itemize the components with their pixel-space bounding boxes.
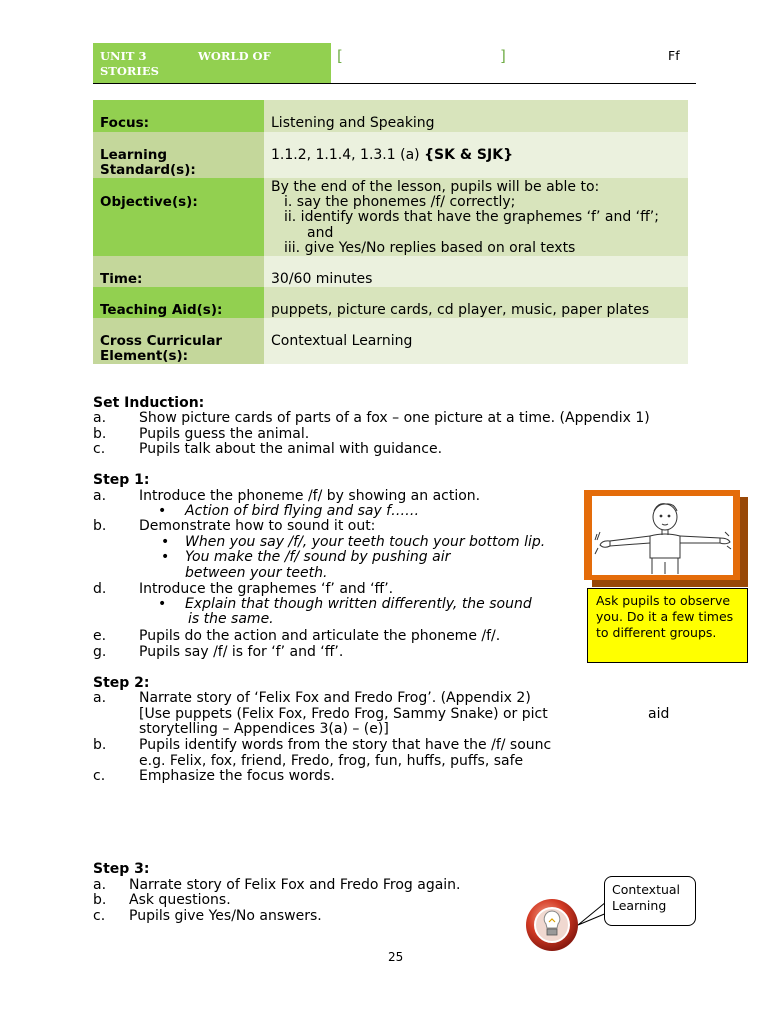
cross-curricular-label-2: Element(s): bbox=[100, 348, 189, 364]
step2-marker-b: b. bbox=[93, 737, 107, 753]
lightbulb-icon bbox=[525, 898, 579, 952]
unit-title-line-2: STORIES bbox=[100, 64, 159, 78]
step2-item-b: Pupils identify words from the story that have the /f/ sounc bbox=[139, 738, 552, 753]
set-induction-item-b: Pupils guess the animal. bbox=[139, 426, 310, 442]
step1-item-a: Introduce the phoneme /f/ by showing an action. bbox=[139, 488, 481, 504]
page-number: 25 bbox=[388, 950, 404, 964]
step1-marker-d: d. bbox=[93, 581, 107, 597]
step1-a-bullet-1: Action of bird flying and say f…… bbox=[185, 503, 420, 519]
row-cross-curricular bbox=[93, 318, 688, 364]
learning-standard-value: 1.1.2, 1.1.4, 1.3.1 (a) {SK & SJK} bbox=[271, 147, 514, 163]
phoneme-code: Ff bbox=[668, 48, 680, 63]
focus-label: Focus: bbox=[100, 115, 149, 131]
set-induction-marker-c: c. bbox=[93, 441, 106, 457]
step3-item-b: Ask questions. bbox=[129, 892, 231, 908]
set-induction-heading: Set Induction: bbox=[93, 395, 205, 411]
set-induction-marker-a: a. bbox=[93, 410, 107, 426]
callout-text: Contextual Learning bbox=[612, 882, 681, 913]
step1-marker-b: b. bbox=[93, 518, 107, 534]
row-learning-standard bbox=[93, 132, 688, 178]
set-induction-item-c: Pupils talk about the animal with guidance. bbox=[139, 441, 443, 457]
bracket-left: [ bbox=[337, 47, 343, 65]
step2-item-a: Narrate story of ‘Felix Fox and Fredo Frog’. (Appendix 2) bbox=[139, 690, 531, 706]
unit-label: UNIT 3 bbox=[100, 49, 147, 63]
step2-marker-c: c. bbox=[93, 768, 106, 784]
step1-d-bullet-1-cont: is the same. bbox=[188, 611, 274, 627]
objective-item-2-cont: and bbox=[307, 225, 334, 241]
step2-item-a-line-3: storytelling – Appendices 3(a) – (e)] bbox=[139, 721, 389, 737]
set-induction-item-a: Show picture cards of parts of a fox – one picture at a time. (Appendix 1) bbox=[139, 410, 650, 426]
time-value: 30/60 minutes bbox=[271, 271, 373, 287]
step3-item-a: Narrate story of Felix Fox and Fredo Frog again. bbox=[129, 877, 461, 893]
bullet-icon: • bbox=[158, 503, 167, 519]
step1-item-d: Introduce the graphemes ‘f’ and ‘ff’. bbox=[139, 581, 394, 597]
learning-standard-label-2: Standard(s): bbox=[100, 162, 196, 178]
step2-heading: Step 2: bbox=[93, 675, 150, 691]
step2-item-b-examples: e.g. Felix, fox, friend, Fredo, frog, fun, huffs, puffs, safe bbox=[139, 754, 524, 769]
time-label: Time: bbox=[100, 271, 143, 287]
step3-heading: Step 3: bbox=[93, 861, 150, 877]
objectives-label: Objective(s): bbox=[100, 194, 198, 210]
step1-item-g: Pupils say /f/ is for ‘f’ and ‘ff’. bbox=[139, 644, 344, 660]
step1-item-e: Pupils do the action and articulate the phoneme /f/. bbox=[139, 628, 501, 644]
step1-heading: Step 1: bbox=[93, 472, 150, 488]
cross-curricular-value: Contextual Learning bbox=[271, 333, 413, 349]
objective-item-2: ii. identify words that have the graphemes ‘f’ and ‘ff’; bbox=[284, 209, 659, 225]
step2-item-a-line-2-tail: aid bbox=[648, 706, 670, 722]
bullet-icon: • bbox=[161, 549, 170, 565]
step2-item-a-line-2: [Use puppets (Felix Fox, Fredo Frog, Sammy Snake) or pict bbox=[139, 707, 548, 722]
step1-item-b: Demonstrate how to sound it out: bbox=[139, 518, 376, 534]
set-induction-marker-b: b. bbox=[93, 426, 107, 442]
teaching-aids-label: Teaching Aid(s): bbox=[100, 302, 223, 318]
teaching-aids-value: puppets, picture cards, cd player, music, paper plates bbox=[271, 302, 650, 318]
step1-b-bullet-2-cont: between your teeth. bbox=[185, 565, 328, 581]
learning-standard-label-1: Learning bbox=[100, 147, 168, 163]
step3-item-c: Pupils give Yes/No answers. bbox=[129, 908, 322, 924]
step1-marker-a: a. bbox=[93, 488, 107, 504]
step3-marker-c: c. bbox=[93, 908, 106, 924]
cross-curricular-label-1: Cross Curricular bbox=[100, 333, 223, 349]
objective-item-1: i. say the phonemes /f/ correctly; bbox=[284, 194, 516, 210]
step1-b-bullet-1: When you say /f/, your teeth touch your bottom lip. bbox=[185, 534, 546, 550]
step1-b-bullet-2: You make the /f/ sound by pushing air bbox=[185, 549, 451, 565]
step1-marker-g: g. bbox=[93, 644, 107, 660]
unit-title-line-1: WORLD OF bbox=[198, 49, 271, 63]
row-focus bbox=[93, 100, 688, 132]
row-time bbox=[93, 256, 688, 287]
teacher-note-text: Ask pupils to observe you. Do it a few times to different groups. bbox=[596, 593, 734, 640]
step2-item-c: Emphasize the focus words. bbox=[139, 768, 335, 784]
bullet-icon: • bbox=[158, 596, 167, 612]
step3-marker-b: b. bbox=[93, 892, 107, 908]
step1-marker-e: e. bbox=[93, 628, 107, 644]
header-rule bbox=[93, 83, 696, 84]
step1-d-bullet-1: Explain that though written differently, the sound bbox=[185, 596, 532, 612]
bullet-icon: • bbox=[161, 534, 170, 550]
row-objectives bbox=[93, 178, 688, 256]
objective-item-3: iii. give Yes/No replies based on oral texts bbox=[284, 240, 576, 256]
row-teaching-aids bbox=[93, 287, 688, 318]
bracket-right: ] bbox=[500, 47, 506, 65]
step2-marker-a: a. bbox=[93, 690, 107, 706]
focus-value: Listening and Speaking bbox=[271, 115, 435, 131]
boy-arms-out-illustration bbox=[592, 496, 733, 575]
objectives-intro: By the end of the lesson, pupils will be able to: bbox=[271, 179, 600, 195]
step3-marker-a: a. bbox=[93, 877, 107, 893]
